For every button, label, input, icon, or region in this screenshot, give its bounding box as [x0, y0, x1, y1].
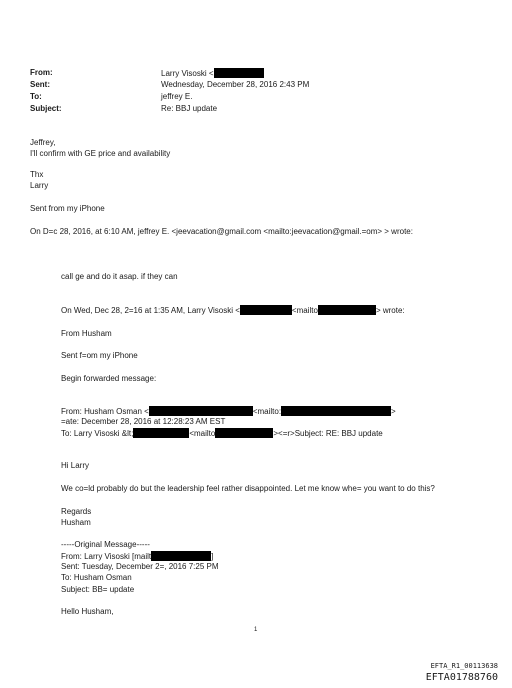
redaction-bar	[133, 428, 189, 438]
page-number: 1	[254, 627, 258, 633]
fwd-from-mailto: <mailto:	[252, 407, 282, 416]
subject-label: Subject:	[30, 104, 62, 113]
reply-line: I'll confirm with GE price and availability	[30, 149, 171, 158]
redaction-bar	[318, 305, 376, 315]
quoted-sent-iphone: Sent f=om my iPhone	[61, 351, 138, 360]
subject-value: Re: BBJ update	[161, 104, 218, 113]
quote-header: On D=c 28, 2016, at 6:10 AM, jeffrey E. <jeevacation@gmail.com <mailto:jeevacation@gmail.=om> > wrote:	[30, 227, 413, 236]
fwd-from-end: >	[391, 407, 396, 416]
fwd-date: =ate: December 28, 2016 at 12:28:23 AM EST	[61, 417, 226, 426]
quoted-call-ge: call ge and do it asap. if they can	[61, 272, 178, 281]
orig-from	[61, 551, 213, 562]
orig-from-text: From: Larry Visoski [mailt	[61, 552, 152, 561]
fwd-to	[61, 428, 383, 439]
fwd-hi: Hi Larry	[61, 461, 90, 470]
footer-id-1: EFTA_R1_00113638	[430, 662, 498, 670]
from-label: From:	[30, 68, 53, 77]
redaction-bar	[214, 68, 264, 78]
redaction-bar	[281, 406, 391, 416]
reply-greeting: Jeffrey,	[30, 138, 56, 147]
on-wed-text: On Wed, Dec 28, 2=16 at 1:35 AM, Larry Visoski <	[61, 306, 240, 315]
fwd-to-text: To: Larry Visoski &lt;	[61, 429, 134, 438]
orig-to: To: Husham Osman	[61, 573, 132, 582]
orig-sent: Sent: Tuesday, December 2=, 2016 7:25 PM	[61, 562, 219, 571]
to-value: jeffrey E.	[161, 92, 193, 101]
reply-name: Larry	[30, 181, 49, 190]
fwd-from	[61, 406, 396, 417]
redaction-bar	[149, 406, 253, 416]
fwd-to-mailto: <mailto	[189, 429, 216, 438]
fwd-from-text: From: Husham Osman <	[61, 407, 149, 416]
fwd-sign: Husham	[61, 518, 91, 527]
quoted-on-wed	[61, 305, 405, 316]
footer-id-2: EFTA01788760	[425, 672, 498, 683]
sent-label: Sent:	[30, 80, 50, 89]
from-value	[161, 68, 264, 79]
quoted-from-husham: From Husham	[61, 329, 112, 338]
orig-separator: -----Original Message-----	[61, 540, 150, 549]
redaction-bar	[215, 428, 273, 438]
on-wed-mailto: <mailto	[291, 306, 318, 315]
sent-value: Wednesday, December 28, 2016 2:43 PM	[161, 80, 310, 89]
reply-thx: Thx	[30, 170, 44, 179]
fwd-body: We co=ld probably do but the leadership feel rather disappointed. Let me know whe= you want to do this?	[61, 484, 435, 493]
to-label: To:	[30, 92, 42, 101]
from-name: Larry Visoski <	[161, 69, 214, 78]
orig-hello: Hello Husham,	[61, 607, 114, 616]
fwd-to-subject: ><=r>Subject: RE: BBJ update	[273, 429, 383, 438]
fwd-regards: Regards	[61, 507, 92, 516]
quoted-begin-forwarded: Begin forwarded message:	[61, 374, 157, 383]
reply-sent-from: Sent from my iPhone	[30, 204, 105, 213]
orig-from-end: ]	[211, 552, 214, 561]
on-wed-wrote: > wrote:	[375, 306, 405, 315]
redaction-bar	[240, 305, 292, 315]
orig-subject: Subject: BB= update	[61, 585, 135, 594]
redaction-bar	[151, 551, 214, 561]
